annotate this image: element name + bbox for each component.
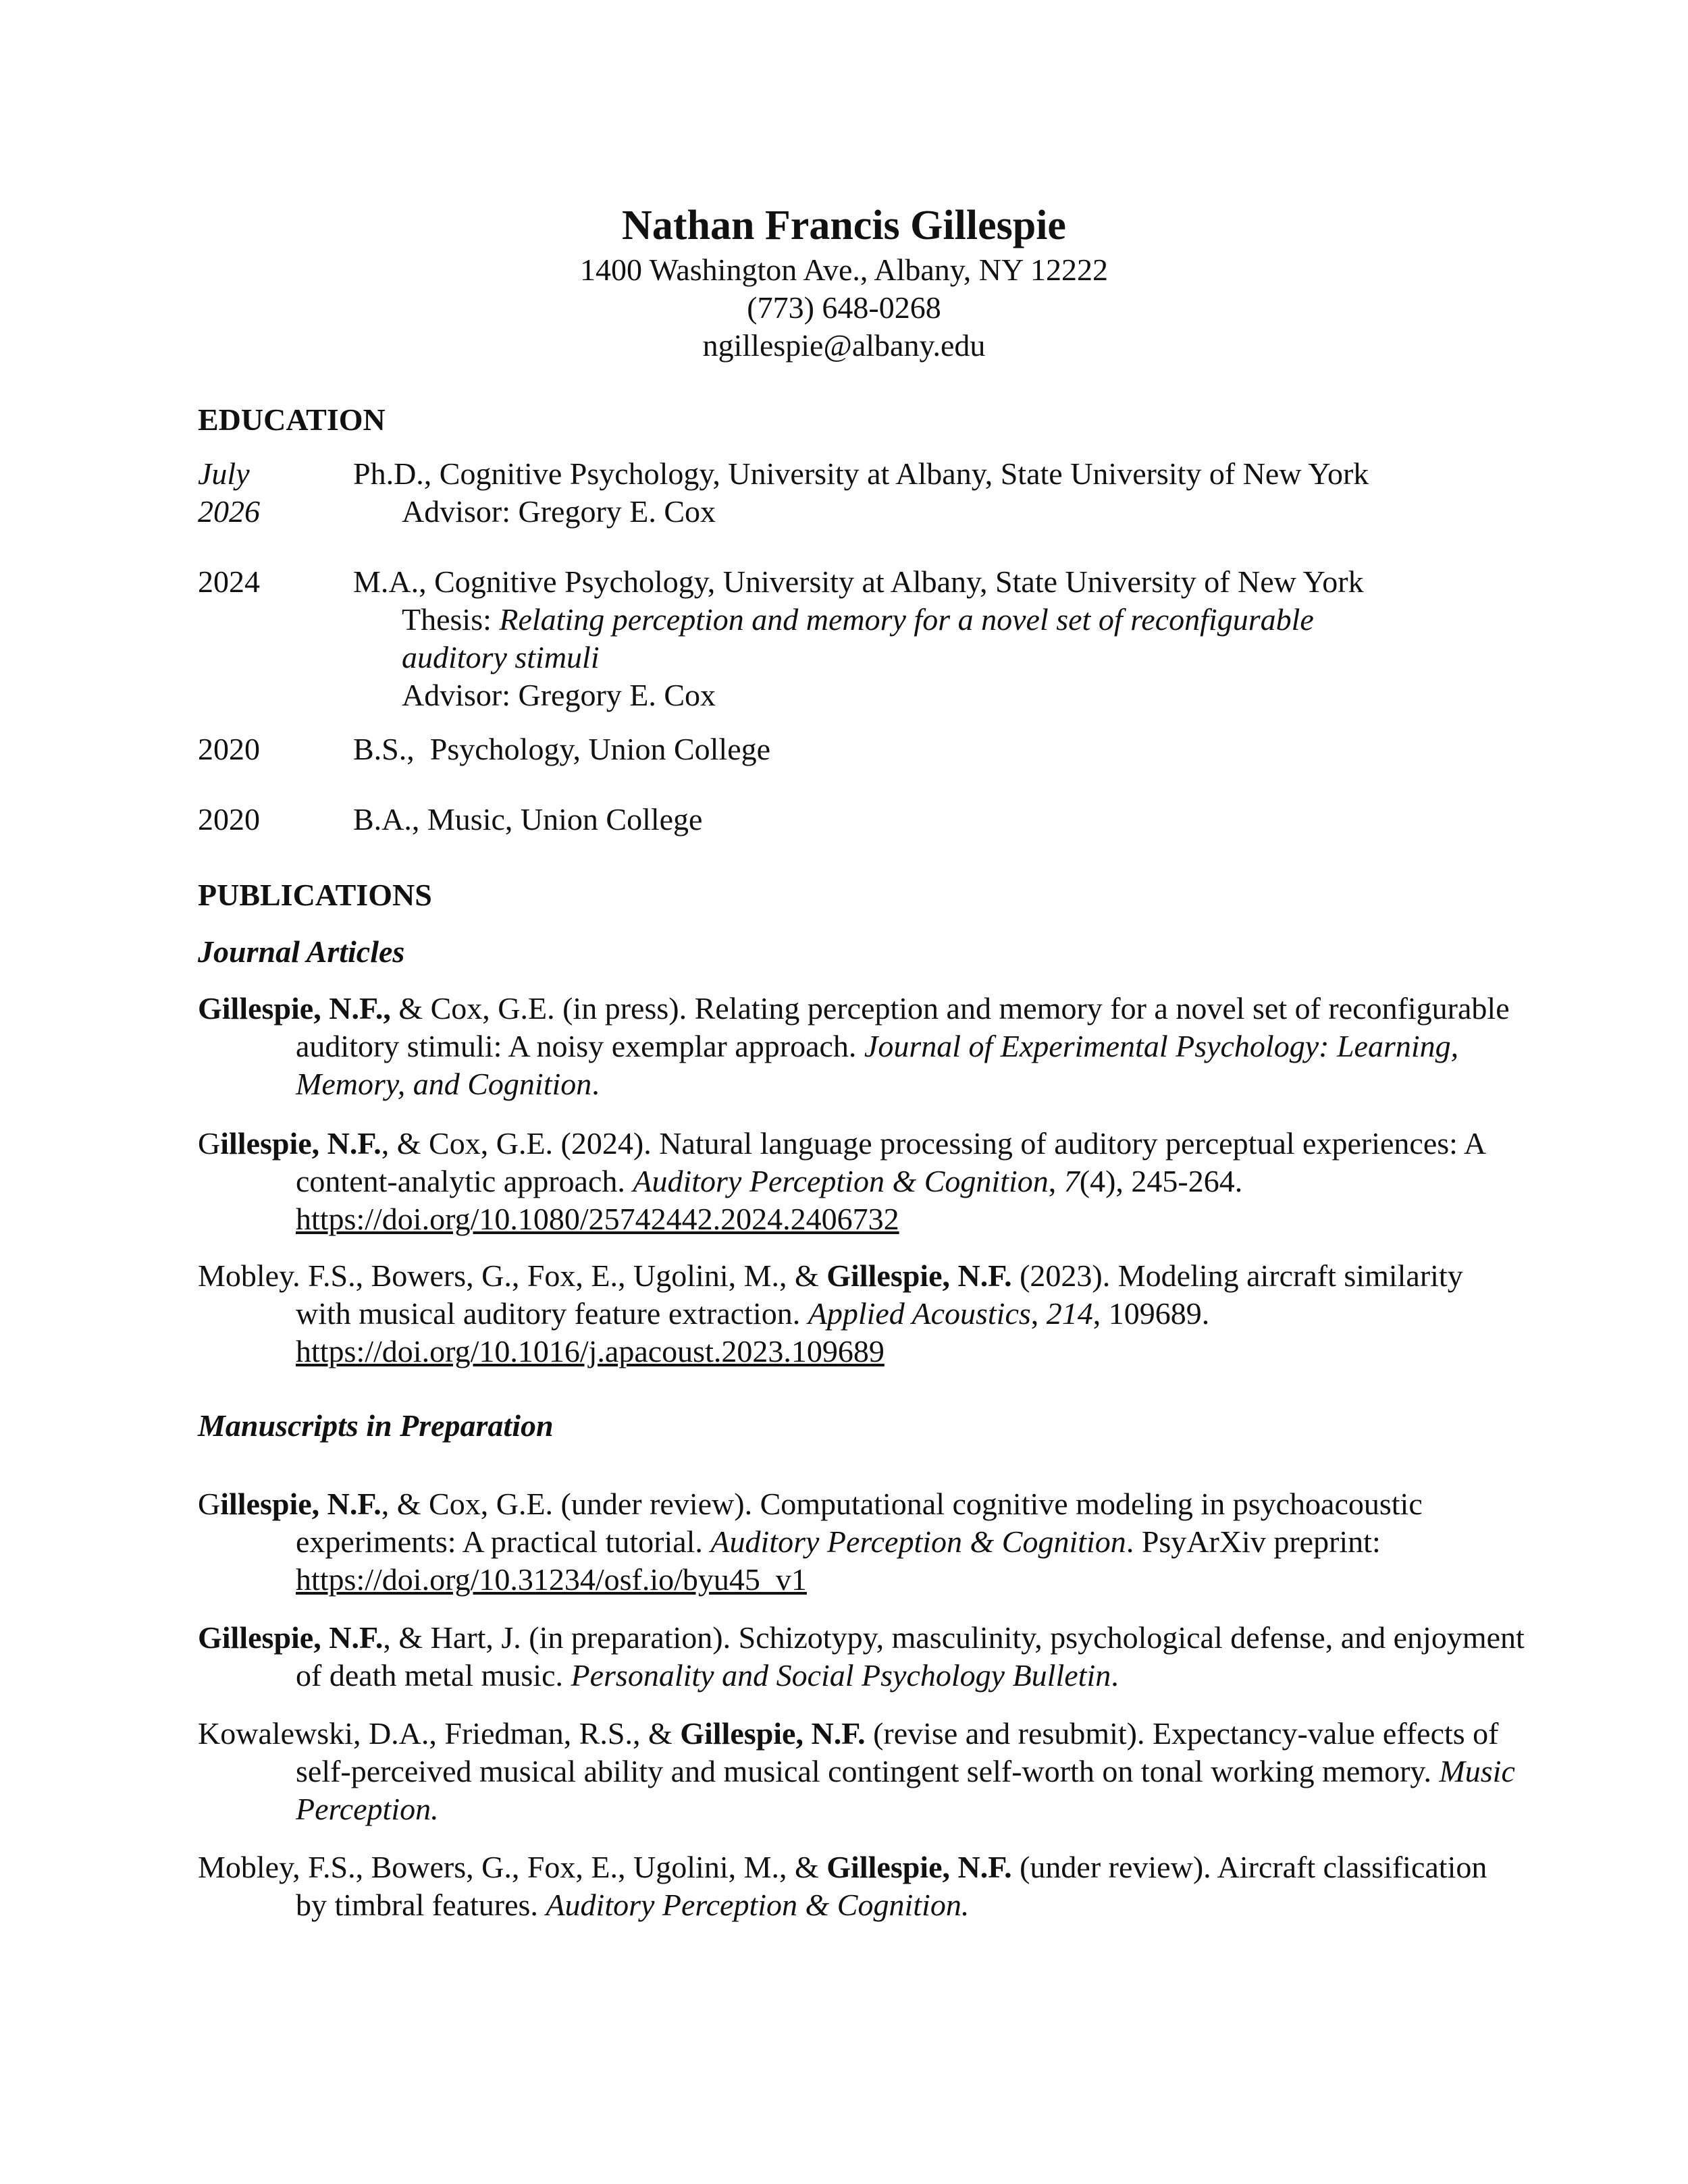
publication-entry: [198, 990, 1525, 1103]
citation-text: , & Cox, G.E. (2024). Natural language processing of auditory perceptual experiences: A content-analytic approach.: [296, 1126, 1485, 1198]
address: 1400 Washington Ave., Albany, NY 12222: [579, 252, 1109, 287]
edu-thesis-cont: auditory stimuli: [402, 640, 600, 674]
coauthors: Kowalewski, D.A., Friedman, R.S., &: [198, 1716, 681, 1751]
venue: Auditory Perception & Cognition: [633, 1164, 1049, 1198]
edu-text: [353, 455, 1636, 531]
phone: (773) 648-0268: [747, 290, 941, 325]
author-self: Gillespie, N.F.: [826, 1258, 1012, 1293]
edu-date-month: July: [198, 456, 250, 491]
citation-text: , & Hart, J. (in preparation). Schizotypy, masculinity, psychological defense, and enjoyment of death metal music.: [296, 1620, 1525, 1693]
publications-heading: PUBLICATIONS: [198, 878, 432, 912]
citation-text: (2023). Modeling aircraft similarity with musical auditory feature extraction.: [296, 1258, 1463, 1331]
education-heading: EDUCATION: [198, 402, 386, 437]
citation-text: (under review). Aircraft classification by timbral features.: [296, 1850, 1487, 1922]
edu-date-year: 2026: [198, 494, 260, 529]
edu-text: [353, 563, 1636, 714]
author-self: illespie, N.F.: [220, 1126, 381, 1161]
edu-degree: B.S., Psychology, Union College: [353, 732, 771, 766]
venue: Auditory Perception & Cognition.: [546, 1888, 970, 1922]
author-self: illespie, N.F.: [220, 1487, 381, 1521]
citation-text: , & Cox, G.E. (under review). Computational cognitive modeling in psychoacoustic experiments: A practical tutorial.: [296, 1487, 1423, 1559]
edu-date: 2024: [198, 564, 260, 599]
author-initial: G: [198, 1126, 221, 1161]
thesis-label: Thesis:: [402, 602, 500, 637]
separator: ,: [1030, 1296, 1047, 1331]
doi-link[interactable]: https://doi.org/10.1016/j.apacoust.2023.109689: [296, 1334, 885, 1368]
cv-header: [0, 200, 1688, 365]
coauthors: Mobley. F.S., Bowers, G., Fox, E., Ugolini, M., &: [198, 1258, 827, 1293]
author-self: Gillespie, N.F.: [826, 1850, 1012, 1884]
manuscript-entry: [198, 1715, 1525, 1828]
manuscript-entry: [198, 1485, 1525, 1599]
manuscripts-heading: Manuscripts in Preparation: [198, 1408, 554, 1443]
issue-pages: (4), 245-264.: [1079, 1164, 1243, 1198]
manuscript-entry: [198, 1848, 1525, 1924]
email: ngillespie@albany.edu: [702, 328, 986, 363]
preprint-label: . PsyArXiv preprint:: [1126, 1524, 1381, 1559]
volume: 214: [1046, 1296, 1093, 1331]
venue: Auditory Perception & Cognition: [710, 1524, 1126, 1559]
edu-thesis: [353, 601, 1636, 639]
venue: Personality and Social Psychology Bulletin: [571, 1658, 1111, 1693]
pages: , 109689.: [1092, 1296, 1210, 1331]
separator: ,: [1048, 1164, 1064, 1198]
publication-entry: [198, 1257, 1525, 1370]
author-initial: G: [198, 1487, 221, 1521]
manuscript-entry: [198, 1619, 1525, 1695]
edu-date: [198, 455, 340, 531]
citation-end: .: [591, 1067, 600, 1101]
venue: Music Perception.: [296, 1754, 1515, 1826]
edu-advisor: Advisor: Gregory E. Cox: [402, 494, 716, 529]
person-name: Nathan Francis Gillespie: [622, 203, 1066, 248]
edu-degree: M.A., Cognitive Psychology, University at Albany, State University of New York: [353, 564, 1364, 599]
edu-date: 2020: [198, 802, 260, 836]
author-self: Gillespie, N.F.,: [198, 991, 391, 1026]
author-self: Gillespie, N.F.: [680, 1716, 866, 1751]
citation-end: .: [1111, 1658, 1119, 1693]
venue: Journal of Experimental Psychology: Learning, Memory, and Cognition: [296, 1029, 1459, 1101]
doi-link[interactable]: https://doi.org/10.1080/25742442.2024.2406732: [296, 1202, 899, 1236]
publication-entry: [198, 1125, 1525, 1238]
edu-degree: B.A., Music, Union College: [353, 802, 703, 836]
citation-text: (revise and resubmit). Expectancy-value effects of self-perceived musical ability and musical contingent self-worth on tonal working memory.: [296, 1716, 1499, 1788]
volume: 7: [1063, 1164, 1080, 1198]
venue: Applied Acoustics: [808, 1296, 1031, 1331]
edu-degree: Ph.D., Cognitive Psychology, University at Albany, State University of New York: [353, 456, 1369, 491]
thesis-title: Relating perception and memory for a novel set of reconfigurable: [499, 602, 1314, 637]
edu-date: 2020: [198, 732, 260, 766]
author-self: Gillespie, N.F.: [198, 1620, 384, 1655]
edu-advisor: Advisor: Gregory E. Cox: [402, 678, 716, 712]
journal-articles-heading: Journal Articles: [198, 934, 405, 969]
coauthors: Mobley, F.S., Bowers, G., Fox, E., Ugolini, M., &: [198, 1850, 827, 1884]
doi-link[interactable]: https://doi.org/10.31234/osf.io/byu45_v1: [296, 1562, 807, 1597]
citation-text: & Cox, G.E. (in press). Relating perception and memory for a novel set of reconfigurable auditory stimuli: A noisy exemplar approach.: [296, 991, 1510, 1063]
